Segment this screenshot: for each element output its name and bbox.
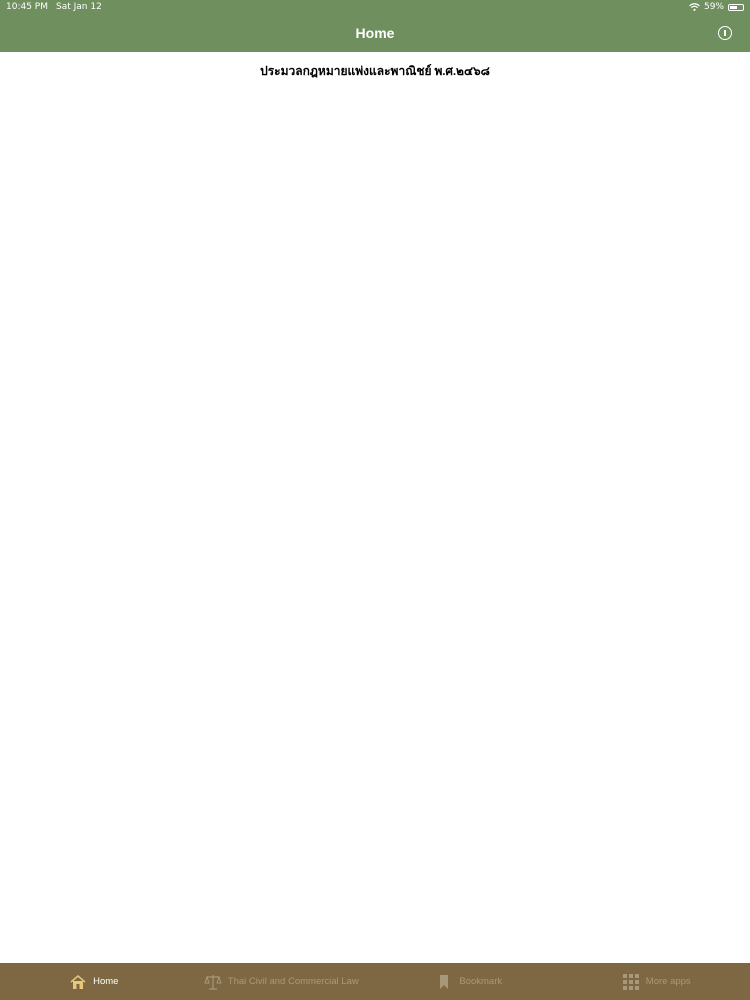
tab-home[interactable] (0, 973, 188, 991)
tab-bookmark[interactable] (375, 973, 563, 991)
battery-icon (728, 4, 744, 11)
main-content (0, 52, 750, 963)
bookmark-icon (435, 973, 453, 991)
page-title: Home (355, 25, 395, 41)
scales-icon (204, 973, 222, 991)
tab-thai-civil-law-label: Thai Civil and Commercial Law (227, 976, 359, 987)
battery-fill (730, 6, 737, 9)
status-right (689, 2, 744, 12)
tab-bookmark-label: Bookmark (459, 976, 503, 987)
info-icon[interactable] (718, 26, 732, 40)
tab-bar (0, 963, 750, 1000)
battery-percent: 59% (703, 2, 724, 12)
tab-thai-civil-law[interactable] (188, 973, 376, 991)
nav-bar (0, 14, 750, 52)
wifi-icon (689, 3, 700, 11)
home-icon (69, 973, 87, 991)
grid-icon (622, 973, 640, 991)
tab-home-label: Home (93, 976, 119, 987)
status-bar (0, 0, 750, 14)
status-date: Sat Jan 12 (56, 2, 102, 12)
status-time: 10:45 PM (6, 2, 48, 12)
tab-more-apps[interactable] (563, 973, 750, 991)
document-title: ประมวลกฎหมายแพ่งและพาณิชย์ พ.ศ.๒๔๖๘ (260, 64, 490, 78)
tab-more-apps-label: More apps (645, 976, 691, 987)
